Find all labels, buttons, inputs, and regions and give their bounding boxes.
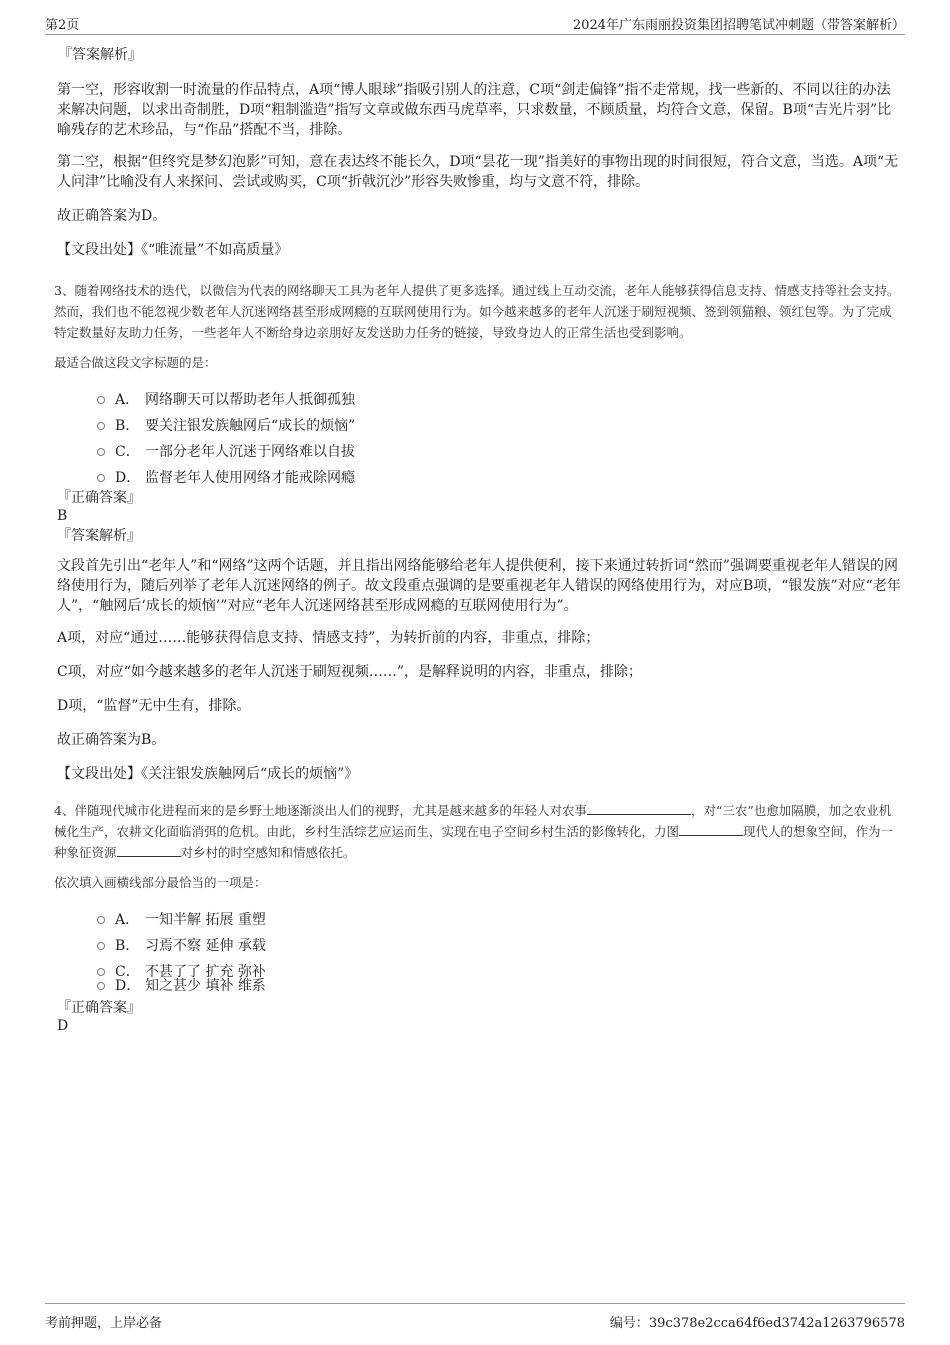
q3-option-a[interactable]: A． 网络聊天可以帮助老年人抵御孤独	[57, 387, 903, 413]
q3-correct-answer: B	[57, 508, 68, 524]
q3-source: 【文段出处】《关注银发族触网后“成长的烦恼”》	[57, 766, 359, 782]
blank-2[interactable]	[679, 822, 743, 836]
q2-source: 【文段出处】《“唯流量”不如高质量》	[57, 242, 289, 258]
q3-option-c[interactable]: C． 一部分老年人沉迷于网络难以自拔	[57, 439, 903, 465]
page-number: 第2页	[45, 18, 80, 33]
blank-3[interactable]	[117, 843, 181, 857]
q3-analysis-paragraph-3: C项，对应“如今越来越多的老年人沉迷于刷短视频……”，是解释说明的内容，非重点，排除；	[57, 664, 643, 680]
q3-analysis-label: 『答案解析』	[57, 528, 141, 544]
q3-option-d[interactable]: D． 监督老年人使用网络才能戒除网瘾	[57, 465, 903, 491]
blank-1[interactable]	[587, 801, 691, 815]
page-content	[54, 44, 903, 1035]
q3-conclusion: 故正确答案为B。	[57, 732, 166, 748]
q4-option-a[interactable]: A． 一知半解 拓展 重塑	[57, 907, 903, 933]
q3-analysis-paragraph-4: D项，“监督”无中生有，排除。	[57, 698, 251, 714]
document-title: 2024年广东雨丽投资集团招聘笔试冲刺题（带答案解析）	[572, 18, 905, 33]
radio-icon[interactable]	[97, 474, 105, 482]
radio-icon[interactable]	[97, 396, 105, 404]
q4-options	[57, 907, 903, 999]
q3-option-b[interactable]: B． 要关注银发族触网后“成长的烦恼”	[57, 413, 903, 439]
q4-stem: 4、伴随现代城市化进程而来的是乡野土地逐渐淡出人们的视野，尤其是越来越多的年轻人对农事 ，对“三农”也愈加隔膜，加之农业机械化生产，农耕文化面临消弭的危机。由此，乡村生活综艺应运而生，实现在电子空间乡村生活的影像转化，力图 现代人的想象空间，作为一种象征资源 对乡村的时空感知和情感依托。	[54, 803, 894, 860]
radio-icon[interactable]	[97, 916, 105, 924]
radio-icon[interactable]	[97, 448, 105, 456]
q4-correct-answer: D	[57, 1018, 69, 1034]
q3-analysis-paragraph-1: 文段首先引出“老年人”和“网络”这两个话题，并且指出网络能够给老年人提供便利，接下来通过转折词“然而”强调要重视老年人错误的网络使用行为，随后列举了老年人沉迷网络的例子。故文段重点强调的是要重视老年人错误的网络使用行为，对应B项，“银发族”对应“老年人”，“触网后‘成长的烦恼’”对应“老年人沉迷网络甚至形成网瘾的互联网使用行为”。	[57, 558, 901, 614]
page-footer	[45, 1303, 905, 1331]
q3-correct-label: 『正确答案』	[57, 490, 141, 506]
radio-icon[interactable]	[97, 982, 105, 990]
radio-icon[interactable]	[97, 422, 105, 430]
footer-slogan: 考前押题，上岸必备	[45, 1316, 163, 1331]
q2-conclusion: 故正确答案为D。	[57, 208, 167, 224]
q4-option-b[interactable]: B． 习焉不察 延伸 承载	[57, 933, 903, 959]
page-header	[45, 14, 905, 35]
q2-analysis-paragraph-2: 第二空，根据“但终究是梦幻泡影”可知，意在表达终不能长久，D项“昙花一现”指美好的事物出现的时间很短，符合文意，当选。A项“无人问津”比喻没有人来探问、尝试或购买，C项“折戟沉沙”形容失败惨重，均与文意不符，排除。	[57, 154, 899, 190]
q2-analysis-label: 『答案解析』	[58, 47, 142, 63]
q4-option-d[interactable]: D． 知之甚少 填补 维系	[57, 973, 903, 999]
q3-analysis-paragraph-2: A项，对应“通过……能够获得信息支持、情感支持”，为转折前的内容，非重点，排除；	[57, 630, 600, 646]
q3-stem: 3、随着网络技术的迭代，以微信为代表的网络聊天工具为老年人提供了更多选择。通过线上互动交流，老年人能够获得信息支持、情感支持等社会支持。然而，我们也不能忽视少数老年人沉迷网络甚至形成网瘾的互联网使用行为。如今越来越多的老年人沉迷于刷短视频、签到领猫粮、领红包等。为了完成特定数量好友助力任务，一些老年人不断给身边亲朋好友发送助力任务的链接，导致身边人的正常生活也受到影响。	[54, 283, 900, 340]
q4-question: 依次填入画横线部分最恰当的一项是：	[54, 875, 267, 890]
radio-icon[interactable]	[97, 942, 105, 950]
q3-question: 最适合做这段文字标题的是：	[54, 355, 217, 370]
q4-correct-label: 『正确答案』	[57, 1000, 141, 1016]
footer-serial: 编号：39c378e2cca64f6ed3742a1263796578	[609, 1316, 905, 1331]
q3-options	[57, 387, 903, 491]
q4-option-c[interactable]: C． 不甚了了 扩充 弥补	[57, 959, 903, 973]
q2-analysis-paragraph-1: 第一空，形容收割一时流量的作品特点，A项“博人眼球”指吸引别人的注意，C项“剑走偏锋”指不走常规，找一些新的、不同以往的办法来解决问题，以求出奇制胜，D项“粗制滥造”指写文章或做东西马虎草率，只求数量，不顾质量，均符合文意，保留。B项“吉光片羽”比喻残存的艺术珍品，与“作品”搭配不当，排除。	[57, 82, 892, 138]
